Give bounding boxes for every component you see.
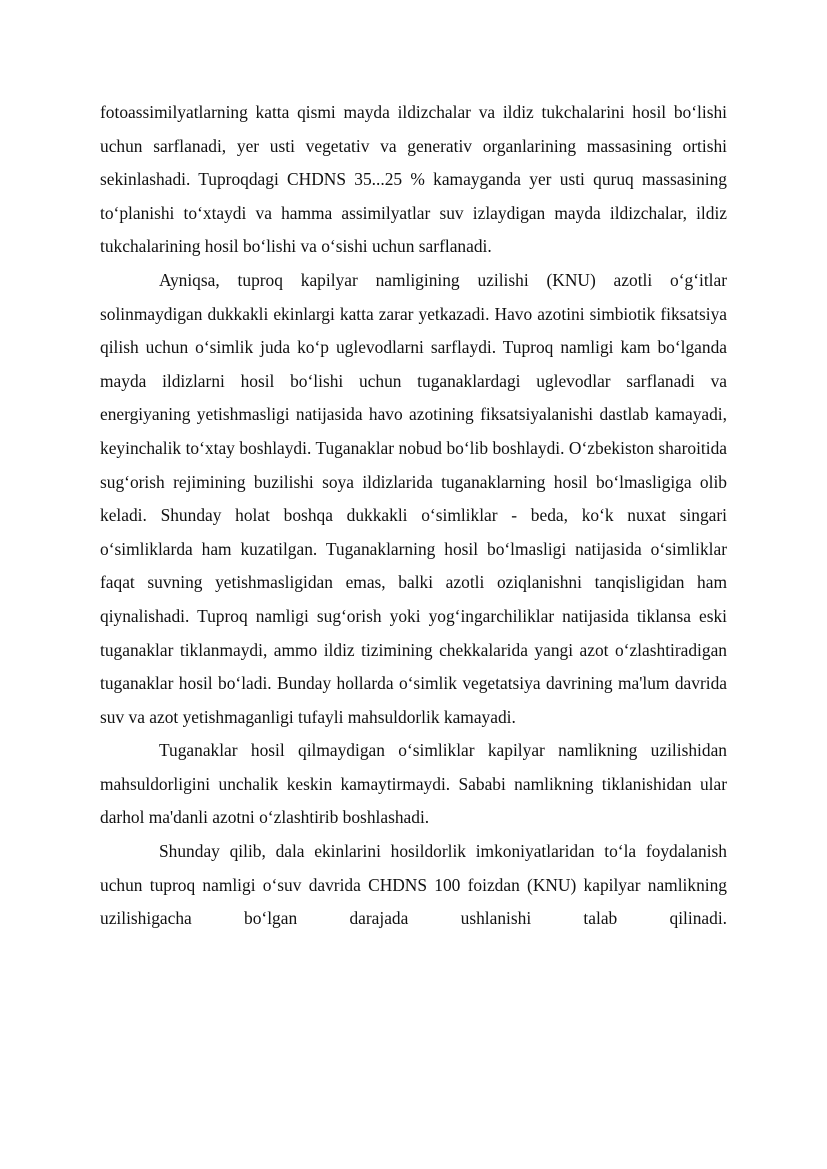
paragraph-3: Tuganaklar hosil qilmaydigan o‘simliklar kapilyar namlikning uzilishidan mahsuldorligini unchalik keskin kamaytirmaydi. Sababi namlikning tiklanishidan ular darhol ma'danli azotni o‘zlashtirib boshlashadi. <box>100 740 727 828</box>
paragraph-2: Ayniqsa, tuproq kapilyar namligining uzilishi (KNU) azotli o‘g‘itlar solinmaydigan dukkakli ekinlargi katta zarar yetkazadi. Havo azotini simbiotik fiksatsiya qilish uchun o‘simlik juda ko‘p uglevodlarni sarflaydi. Tuproq namligi kam bo‘lganda mayda ildizlarni hosil bo‘lishi uchun tuganaklardagi uglevodlar sarflanadi va energiyaning yetishmasligi natijasida havo azotining fiksatsiyalanishi dastlab kamayadi, keyinchalik to‘xtay boshlaydi. Tuganaklar nobud bo‘lib boshlaydi. O‘zbekiston sharoitida sug‘orish rejimining buzilishi soya ildizlarida tuganaklarning hosil bo‘lmasligiga olib keladi. Shunday holat boshqa dukkakli o‘simliklar - beda, ko‘k nuxat singari o‘simliklarda ham kuzatilgan. Tuganaklarning hosil bo‘lmasligi natijasida o‘simliklar faqat suvning yetishmasligidan emas, balki azotli oziqlanishni tanqisligidan ham qiynalishadi. Tuproq namligi sug‘orish yoki yog‘ingarchiliklar natijasida tiklansa eski tuganaklar tiklanmaydi, ammo ildiz tizimining chekkalarida yangi azot o‘zlashtiradigan tuganaklar hosil bo‘ladi. Bunday hollarda o‘simlik vegetatsiya davrining ma'lum davrida suv va azot yetishmaganligi tufayli mahsuldorlik kamayadi. <box>100 269 727 727</box>
paragraph-4: Shunday qilib, dala ekinlarini hosildorlik imkoniyatlaridan to‘la foydalanish uchun tuproq namligi o‘suv davrida CHDNS 100 foizdan (KNU) kapilyar namlikning uzilishigacha bo‘lgan darajada ushlanishi talab qilinadi. <box>100 841 727 929</box>
document-page <box>100 96 727 936</box>
paragraph-1: fotoassimilyatlarning katta qismi mayda ildizchalar va ildiz tukchalarini hosil bo‘lishi uchun sarflanadi, yer usti vegetativ va generativ organlarining massasining ortishi sekinlashadi. Tuproqdagi CHDNS 35...25 % kamayganda yer usti quruq massasining to‘planishi to‘xtaydi va hamma assimilyatlar suv izlaydigan mayda ildizchalar, ildiz tukchalarining hosil bo‘lishi va o‘sishi uchun sarflanadi. <box>100 102 727 257</box>
